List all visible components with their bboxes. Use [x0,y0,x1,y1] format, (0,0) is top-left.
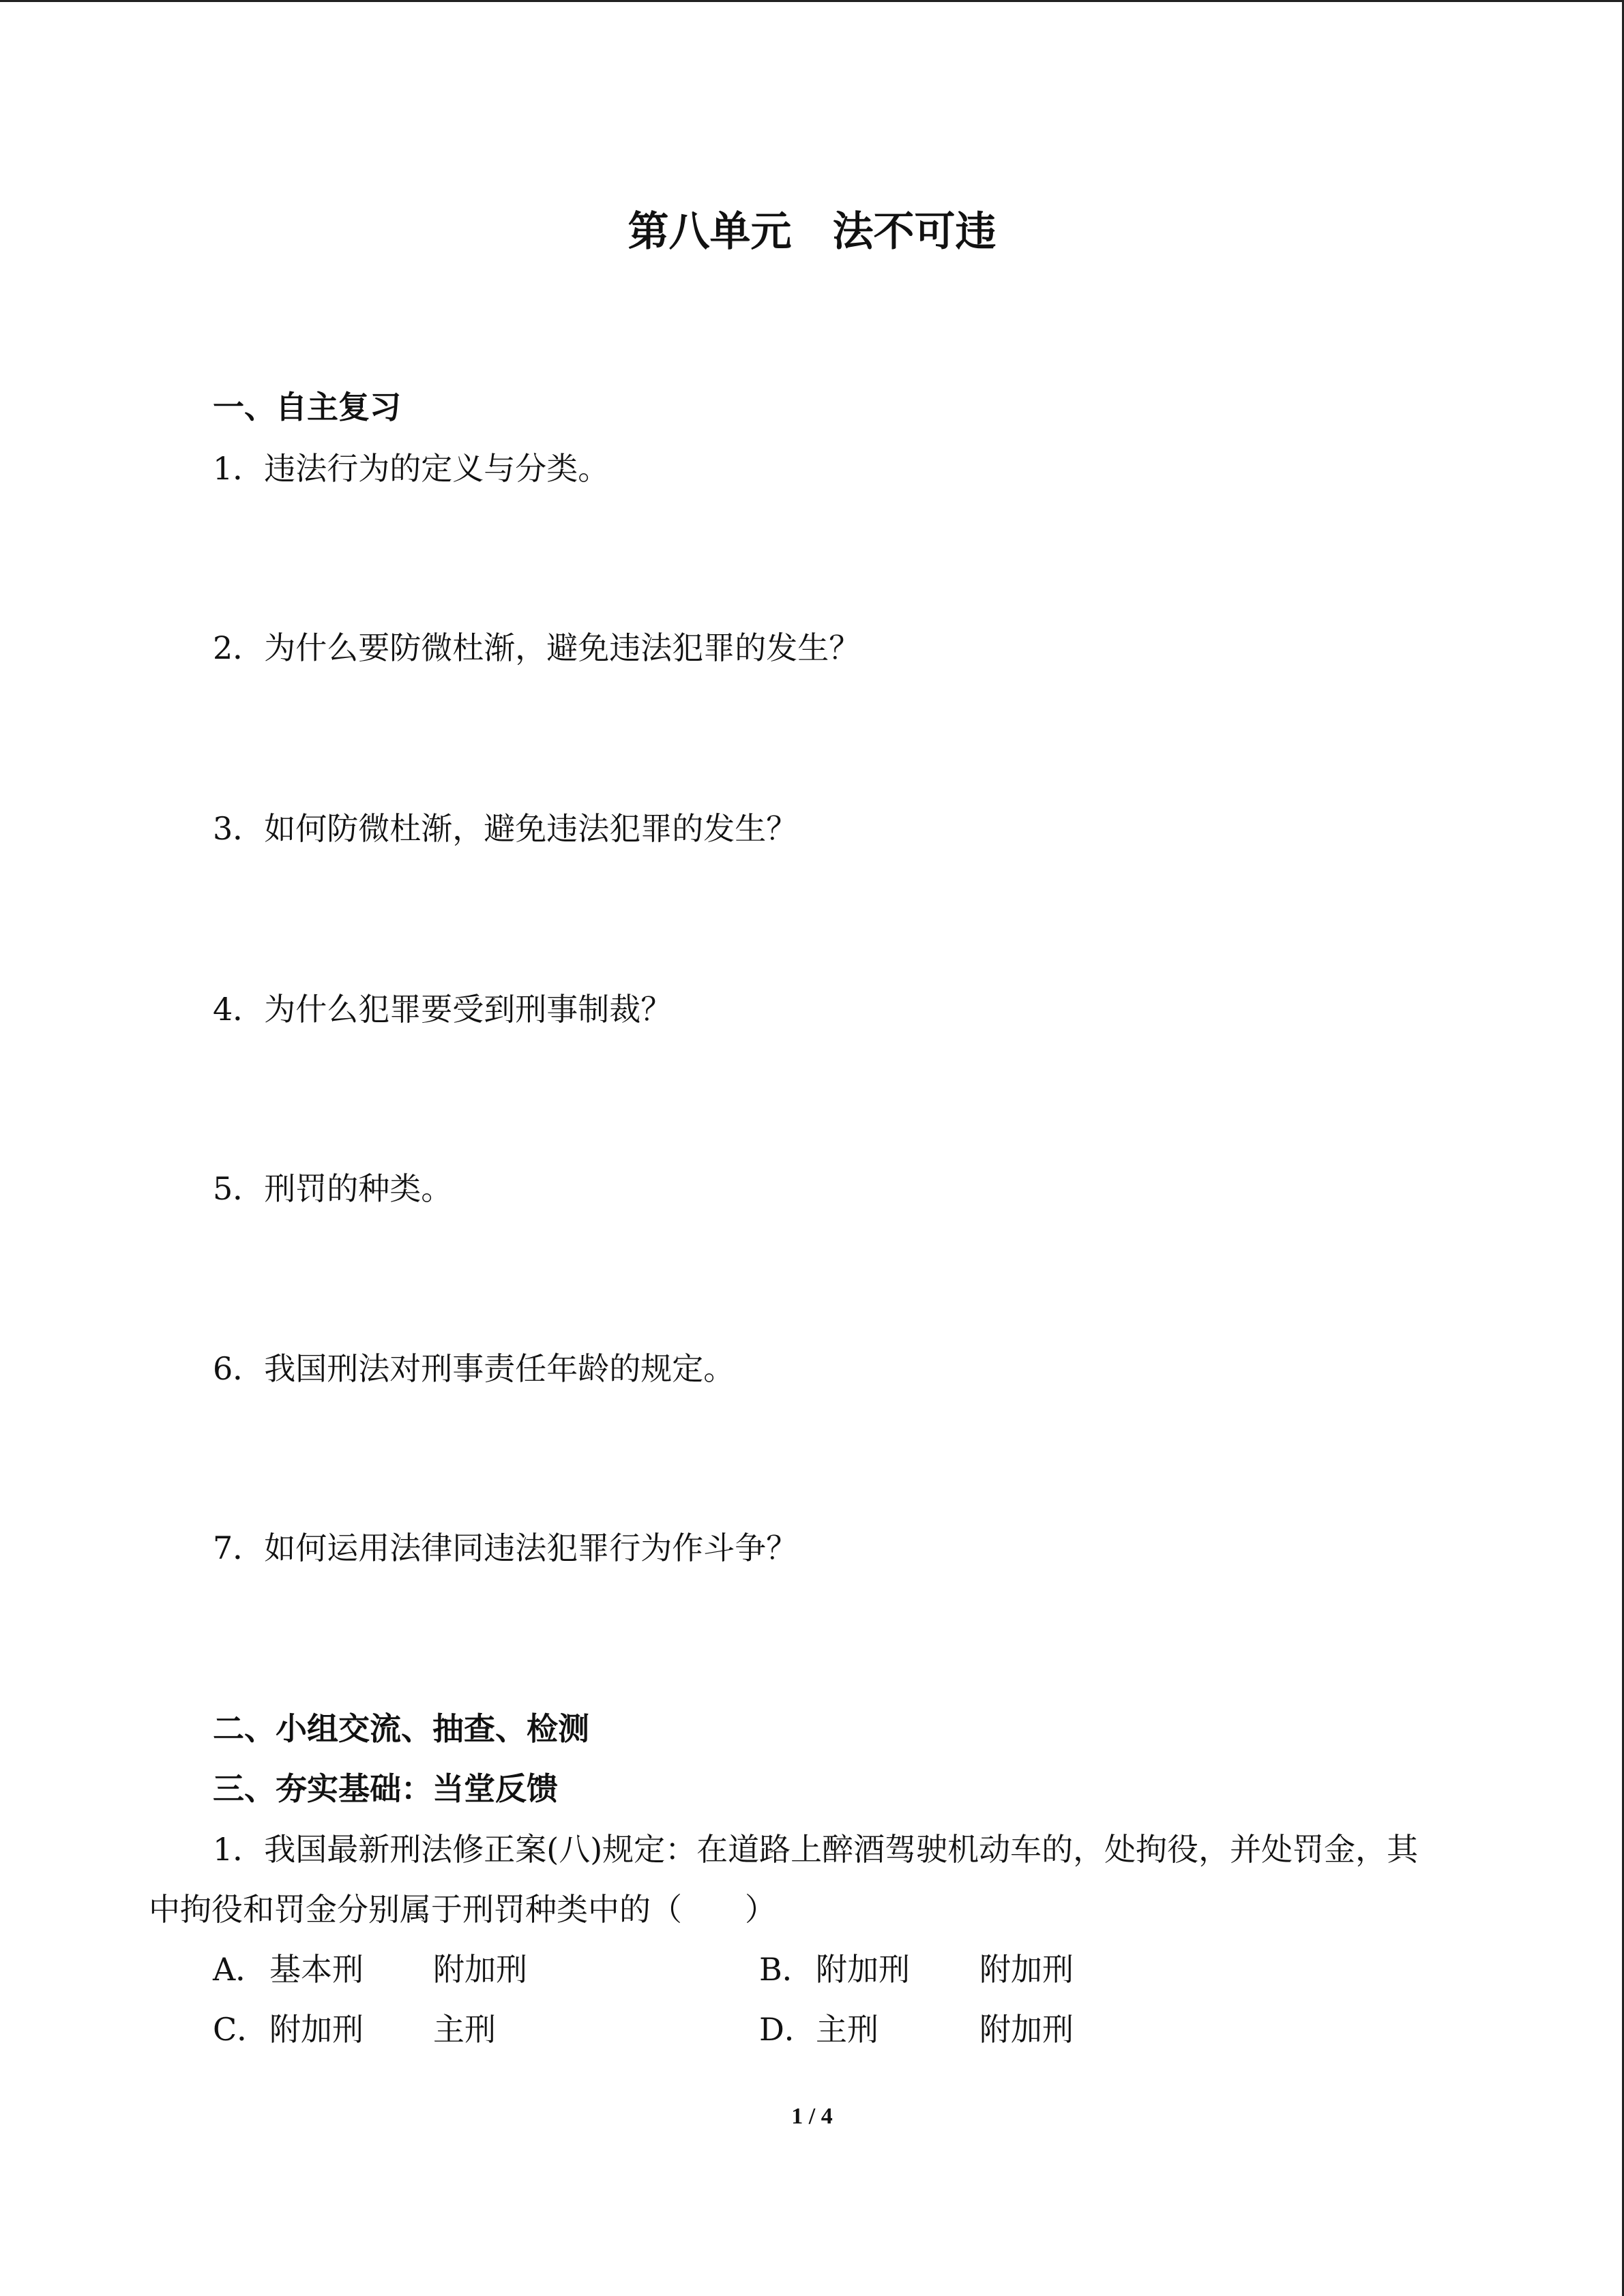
page-number: 1 / 4 [791,2104,833,2129]
review-question-3: 3．如何防微杜渐，避免违法犯罪的发生？ [213,810,798,847]
option-a-first: 基本刑 [269,1951,364,1988]
option-c-first: 附加刑 [269,2011,364,2048]
review-question-5: 5．刑罚的种类。 [213,1170,453,1207]
option-b-second: 附加刑 [979,1951,1074,1988]
feedback-question-1-line-1: 1．我国最新刑法修正案(八)规定：在道路上醉酒驾驶机动车的，处拘役，并处罚金，其 [213,1831,1419,1868]
section-heading-feedback: 三、夯实基础：当堂反馈 [213,1770,558,1807]
review-question-6: 6．我国刑法对刑事责任年龄的规定。 [213,1350,735,1387]
page-top-border [0,0,1624,2]
review-question-1: 1．违法行为的定义与分类。 [213,450,610,487]
option-b-label: B． [759,1951,814,1988]
feedback-question-1-line-2: 中拘役和罚金分别属于刑罚种类中的（ ） [149,1891,776,1928]
option-c-label: C． [213,2011,269,2048]
option-d-label: D． [759,2011,816,2048]
review-question-7: 7．如何运用法律同违法犯罪行为作斗争？ [213,1530,798,1566]
option-a-label: A． [213,1951,267,1988]
review-question-4: 4．为什么犯罪要受到刑事制裁？ [213,991,673,1028]
section-heading-self-review: 一、自主复习 [213,389,401,426]
option-d-second: 附加刑 [979,2011,1074,2048]
section-heading-group-exchange: 二、小组交流、抽查、检测 [213,1710,589,1747]
page-title: 第八单元 法不可违 [628,208,996,256]
review-question-2: 2．为什么要防微杜渐，避免违法犯罪的发生？ [213,629,861,666]
option-d-first: 主刑 [816,2011,879,2048]
option-c-second: 主刑 [433,2011,496,2048]
option-a-second: 附加刑 [433,1951,527,1988]
option-b-first: 附加刑 [816,1951,910,1988]
